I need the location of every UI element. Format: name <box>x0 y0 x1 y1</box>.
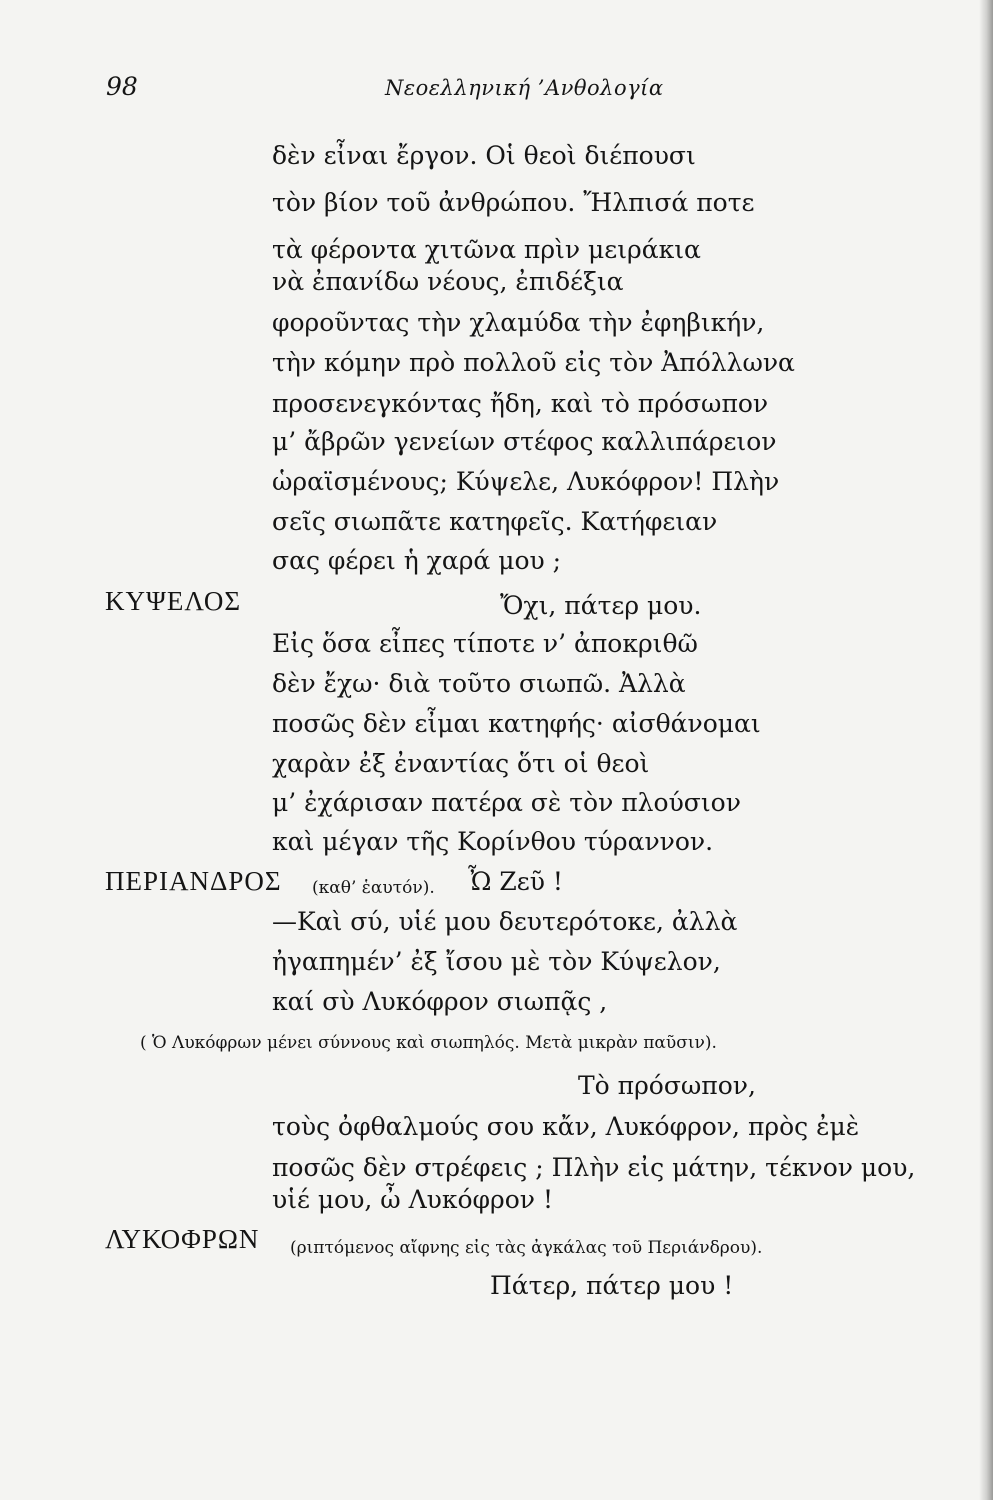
page-number: 98 <box>106 72 138 101</box>
verse-line: μ’ ἄβρῶν γενείων στέφος καλλιπάρειον <box>272 427 777 456</box>
verse-line: τοὺς ὀφθαλμούς σου κἄν, Λυκόφρον, πρὸς ἐμὲ <box>272 1112 860 1141</box>
verse-line: δὲν εἶναι ἔργον. Οἱ θεοὶ διέπουσι <box>272 141 696 170</box>
verse-line: καὶ μέγαν τῆς Κορίνθου τύραννον. <box>272 827 714 856</box>
speaker-periandros: ΠΕΡΙΑΝΔΡΟΣ <box>105 866 282 896</box>
stage-aside: (καθ’ ἑαυτόν). <box>312 878 435 898</box>
page-edge-shadow <box>979 0 993 1500</box>
verse-line: φοροῦντας τὴν χλαμύδα τὴν ἐφηβικήν, <box>272 308 765 337</box>
speaker-kypselos: ΚΥΨΕΛΟΣ <box>105 586 242 616</box>
verse-line: ποσῶς δὲν εἶμαι κατηφής· αἰσθάνομαι <box>272 709 761 738</box>
verse-line: Εἰς ὅσα εἶπες τίποτε ν’ ἀποκριθῶ <box>272 629 698 658</box>
verse-line: Τὸ πρόσωπον, <box>578 1071 756 1100</box>
stage-direction: ( Ὁ Λυκόφρων μένει σύννους καὶ σιωπηλός. Μετὰ μικρὰν παῦσιν). <box>140 1033 717 1053</box>
verse-line: τὸν βίον τοῦ ἀνθρώπου. Ἤλπισά ποτε <box>272 188 755 217</box>
verse-line: χαρὰν ἐξ ἐναντίας ὅτι οἱ θεοὶ <box>272 749 650 778</box>
verse-line: Ὄχι, πάτερ μου. <box>500 591 702 620</box>
stage-direction: (ριπτόμενος αἴφνης εἰς τὰς ἀγκάλας τοῦ Περιάνδρου). <box>290 1238 763 1258</box>
verse-line: δὲν ἔχω· διὰ τοῦτο σιωπῶ. Ἀλλὰ <box>272 669 686 698</box>
running-title: Νεοελληνική ’Ανθολογία <box>385 76 664 100</box>
verse-line: καί σὺ Λυκόφρον σιωπᾷς , <box>272 987 608 1016</box>
verse-line: ὡραϊσμένους; Κύψελε, Λυκόφρον! Πλὴν <box>272 467 780 496</box>
verse-line: ποσῶς δὲν στρέφεις ; Πλὴν εἰς μάτην, τέκνον μου, <box>272 1153 916 1182</box>
verse-line: —Καὶ σύ, υἱέ μου δευτερότοκε, ἀλλὰ <box>272 907 738 936</box>
verse-line: ἠγαπημέν’ ἐξ ἴσου μὲ τὸν Κύψελον, <box>272 947 721 976</box>
verse-line: προσενεγκόντας ἤδη, καὶ τὸ πρόσωπον <box>272 389 769 418</box>
verse-line: σας φέρει ἡ χαρά μου ; <box>272 546 562 575</box>
verse-line: Πάτερ, πάτερ μου ! <box>490 1271 734 1300</box>
verse-line: Ὦ Ζεῦ ! <box>468 867 563 896</box>
speaker-lykophron: ΛΥΚΟΦΡΩΝ <box>105 1224 260 1254</box>
verse-line: τὰ φέροντα χιτῶνα πρὶν μειράκια <box>272 235 701 264</box>
verse-line: σεῖς σιωπᾶτε κατηφεῖς. Κατήφειαν <box>272 507 718 536</box>
verse-line: υἱέ μου, ὦ Λυκόφρον ! <box>272 1185 553 1214</box>
verse-line: μ’ ἐχάρισαν πατέρα σὲ τὸν πλούσιον <box>272 788 741 817</box>
page-header <box>0 72 993 112</box>
verse-line: τὴν κόμην πρὸ πολλοῦ εἰς τὸν Ἀπόλλωνα <box>272 348 795 377</box>
verse-line: νὰ ἐπανίδω νέους, ἐπιδέξια <box>272 267 624 296</box>
